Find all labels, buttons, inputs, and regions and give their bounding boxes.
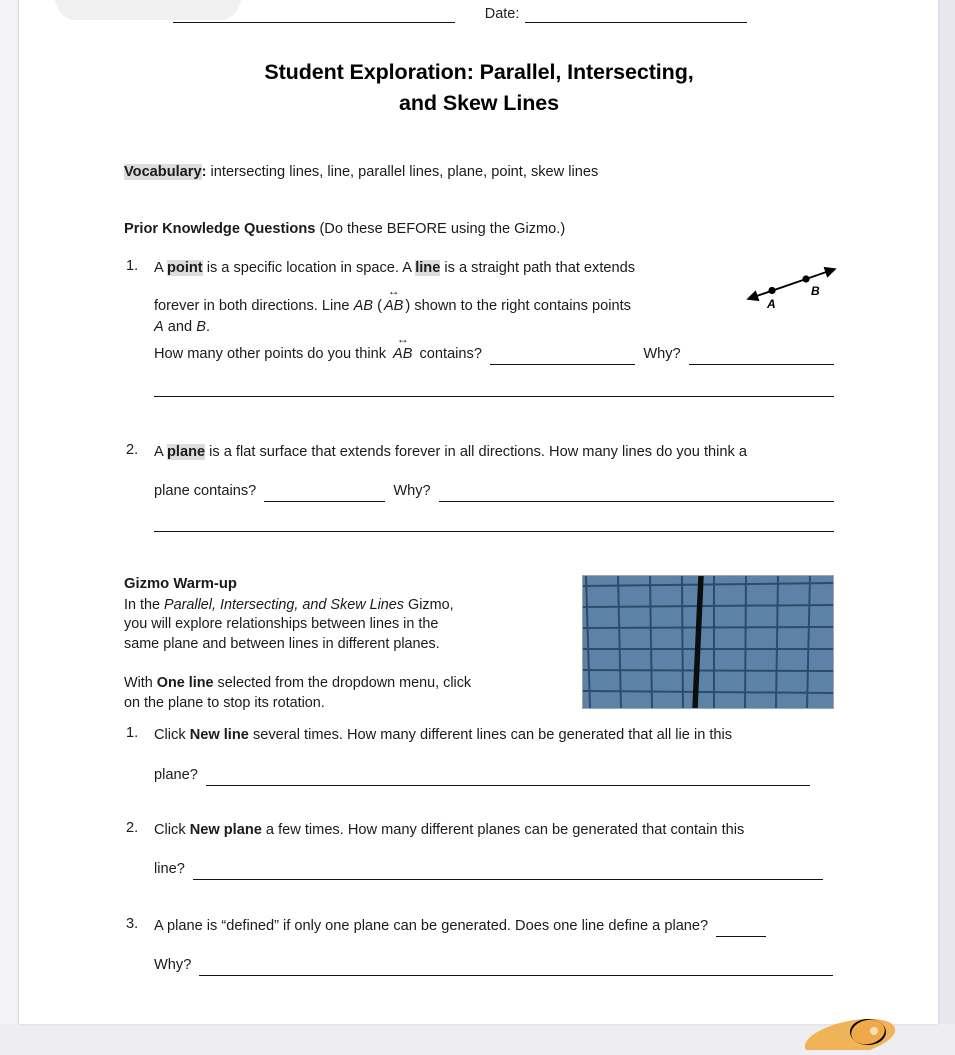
gizmo-warm-up-paragraph-1-line3: same plane and between lines in different planes. <box>124 635 440 652</box>
gizmo-warm-up-section <box>124 575 554 713</box>
q1-line2-italic-ab: AB <box>353 298 374 314</box>
prior-question-2-number: 2. <box>126 442 139 458</box>
g3-why-label: Why? <box>154 957 192 973</box>
gizmo-question-3-why-row <box>124 955 834 976</box>
prior-question-1-number: 1. <box>126 258 139 274</box>
gizmo-question-1-number: 1. <box>126 725 139 741</box>
g2-answer-line-group <box>154 859 834 880</box>
q1-line2-paren-close: ) shown to the right contains points <box>405 298 631 314</box>
gizmo-warm-up-paragraph-1-line2: you will explore relationships between lines in the <box>124 616 439 632</box>
q2-ask-a: plane contains? <box>154 483 257 499</box>
document-page <box>19 0 938 1024</box>
double-arrow-overline-icon: ↔ <box>387 284 400 298</box>
q2-part-b: is a flat surface that extends forever in all directions. How many lines do you think a <box>205 444 747 460</box>
prior-question-2-text <box>154 442 836 463</box>
q1-line-2 <box>154 284 734 317</box>
g2-part-a: Click <box>154 822 190 838</box>
prior-knowledge-heading <box>124 219 834 240</box>
vocabulary-colon: : <box>201 164 207 180</box>
line-ab-figure <box>736 258 846 316</box>
prior-question-2 <box>124 442 834 463</box>
vocabulary-label: Vocabulary <box>124 164 202 180</box>
gizmo-warm-up-heading: Gizmo Warm-up <box>124 576 237 592</box>
q1-part-a: A <box>154 260 167 276</box>
q2-continuation-blank[interactable] <box>154 531 834 532</box>
q1-point-a: A <box>154 319 164 335</box>
q1-line-notation <box>382 284 405 317</box>
plane-figure-svg <box>583 576 833 708</box>
point-a-label: A <box>767 297 776 311</box>
g1-part-b: several times. How many different lines can be generated that all lie in this <box>248 727 733 743</box>
q1-line2-paren-open: ( <box>373 298 382 314</box>
q1-point-b: B <box>196 319 206 335</box>
q2-answer-line-group <box>154 481 834 502</box>
gizmo-warm-up-paragraph-2 <box>124 674 554 694</box>
q1-answer-blank[interactable] <box>490 349 635 365</box>
g2-button-new-plane: New plane <box>189 822 262 838</box>
page-title <box>124 57 834 119</box>
q1-part-c: is a straight path that extends <box>440 260 636 276</box>
date-label: Date: <box>484 6 520 22</box>
point-b-dot <box>802 275 809 282</box>
gizmo-warm-up-paragraph-1 <box>124 596 554 616</box>
g1-button-new-line: New line <box>189 727 249 743</box>
title-line-2: and Skew Lines <box>399 91 559 115</box>
g1-answer-blank[interactable] <box>206 770 810 786</box>
q2-term-plane: plane <box>166 444 206 460</box>
gizmo-question-1-text <box>154 725 836 746</box>
q2-why-label: Why? <box>393 483 431 499</box>
g1-answer-line-group <box>154 765 834 786</box>
g3-text: A plane is “defined” if only one plane can be generated. Does one line define a plane? <box>154 918 709 934</box>
warmup-gizmo-name: Parallel, Intersecting, and Skew Lines <box>164 596 404 613</box>
title-line-1: Student Exploration: Parallel, Intersecting, <box>264 60 694 84</box>
gizmo-question-2-number: 2. <box>126 820 139 836</box>
q1-line-3 <box>154 317 734 338</box>
gizmo-question-3 <box>124 916 834 937</box>
g3-why-line-group <box>154 955 834 976</box>
g2-answer-blank[interactable] <box>193 864 823 880</box>
g3-why-blank[interactable] <box>199 960 833 976</box>
double-arrow-overline-icon-2: ↔ <box>396 332 409 346</box>
top-left-overlay-shape <box>55 0 241 20</box>
orange-object-svg <box>802 998 898 1050</box>
g2-ask: line? <box>154 861 185 877</box>
gizmo-question-1-answer-row <box>124 765 834 786</box>
prior-question-1 <box>124 258 834 338</box>
q1-period: . <box>205 319 210 335</box>
q1-ask-b: contains? <box>419 346 482 362</box>
gizmo-question-3-number: 3. <box>126 916 139 932</box>
q1-continuation-blank[interactable] <box>154 396 834 397</box>
g1-ask: plane? <box>154 767 198 783</box>
q1-term-point: point <box>166 260 203 276</box>
orange-object-overlay <box>802 998 898 1050</box>
gizmo-question-3-text <box>154 916 844 937</box>
g1-part-a: Click <box>154 727 190 743</box>
q1-part-b: is a specific location in space. A <box>202 260 416 276</box>
date-blank-line[interactable] <box>525 8 747 23</box>
q2-why-blank[interactable] <box>439 486 834 502</box>
page-content <box>124 0 834 1024</box>
prior-knowledge-note: (Do these BEFORE using the Gizmo.) <box>319 221 566 237</box>
viewer-right-rail <box>938 0 955 1024</box>
q1-and: and <box>163 319 197 335</box>
warmup-one-line-option: One line <box>156 675 214 691</box>
warmup-p1-b: Gizmo, <box>404 596 454 613</box>
q2-part-a: A <box>154 444 167 460</box>
q1-ask-notation-text: AB <box>393 346 413 362</box>
g2-part-b: a few times. How many different planes can be generated that contain this <box>261 822 745 838</box>
vocabulary-terms: intersecting lines, line, parallel lines, plane, point, skew lines <box>210 164 599 180</box>
q1-line2-notation-text: AB <box>383 298 404 314</box>
gizmo-question-2-text <box>154 820 836 841</box>
q1-ask-a: How many other points do you think <box>154 346 387 362</box>
g3-answer-blank[interactable] <box>716 921 766 937</box>
line-ab-svg <box>736 258 846 316</box>
q2-answer-blank[interactable] <box>264 486 385 502</box>
q1-answer-line-group <box>154 332 834 365</box>
q1-why-blank[interactable] <box>689 349 834 365</box>
prior-question-1-answer-row <box>124 332 834 365</box>
point-a-dot <box>768 287 775 294</box>
q1-why-label: Why? <box>643 346 681 362</box>
warmup-p1-a: In the <box>124 596 165 613</box>
prior-question-2-answer-row <box>124 481 834 502</box>
warmup-p2-a: With <box>124 675 157 691</box>
plane-figure <box>582 575 834 709</box>
prior-knowledge-title: Prior Knowledge Questions <box>124 221 316 237</box>
warmup-p2-b: selected from the dropdown menu, click <box>213 675 472 691</box>
gizmo-question-2 <box>124 820 834 841</box>
point-b-label: B <box>811 284 820 298</box>
vocabulary-section <box>124 162 834 183</box>
gizmo-question-1 <box>124 725 834 746</box>
q1-line2-a: forever in both directions. Line <box>154 298 354 314</box>
gizmo-warm-up-paragraph-2-line2: on the plane to stop its rotation. <box>124 694 325 711</box>
viewer-left-rail <box>0 0 19 1024</box>
prior-question-1-text <box>154 258 734 338</box>
gizmo-question-2-answer-row <box>124 859 834 880</box>
q1-term-line: line <box>415 260 441 276</box>
q1-ask-notation <box>391 332 414 365</box>
